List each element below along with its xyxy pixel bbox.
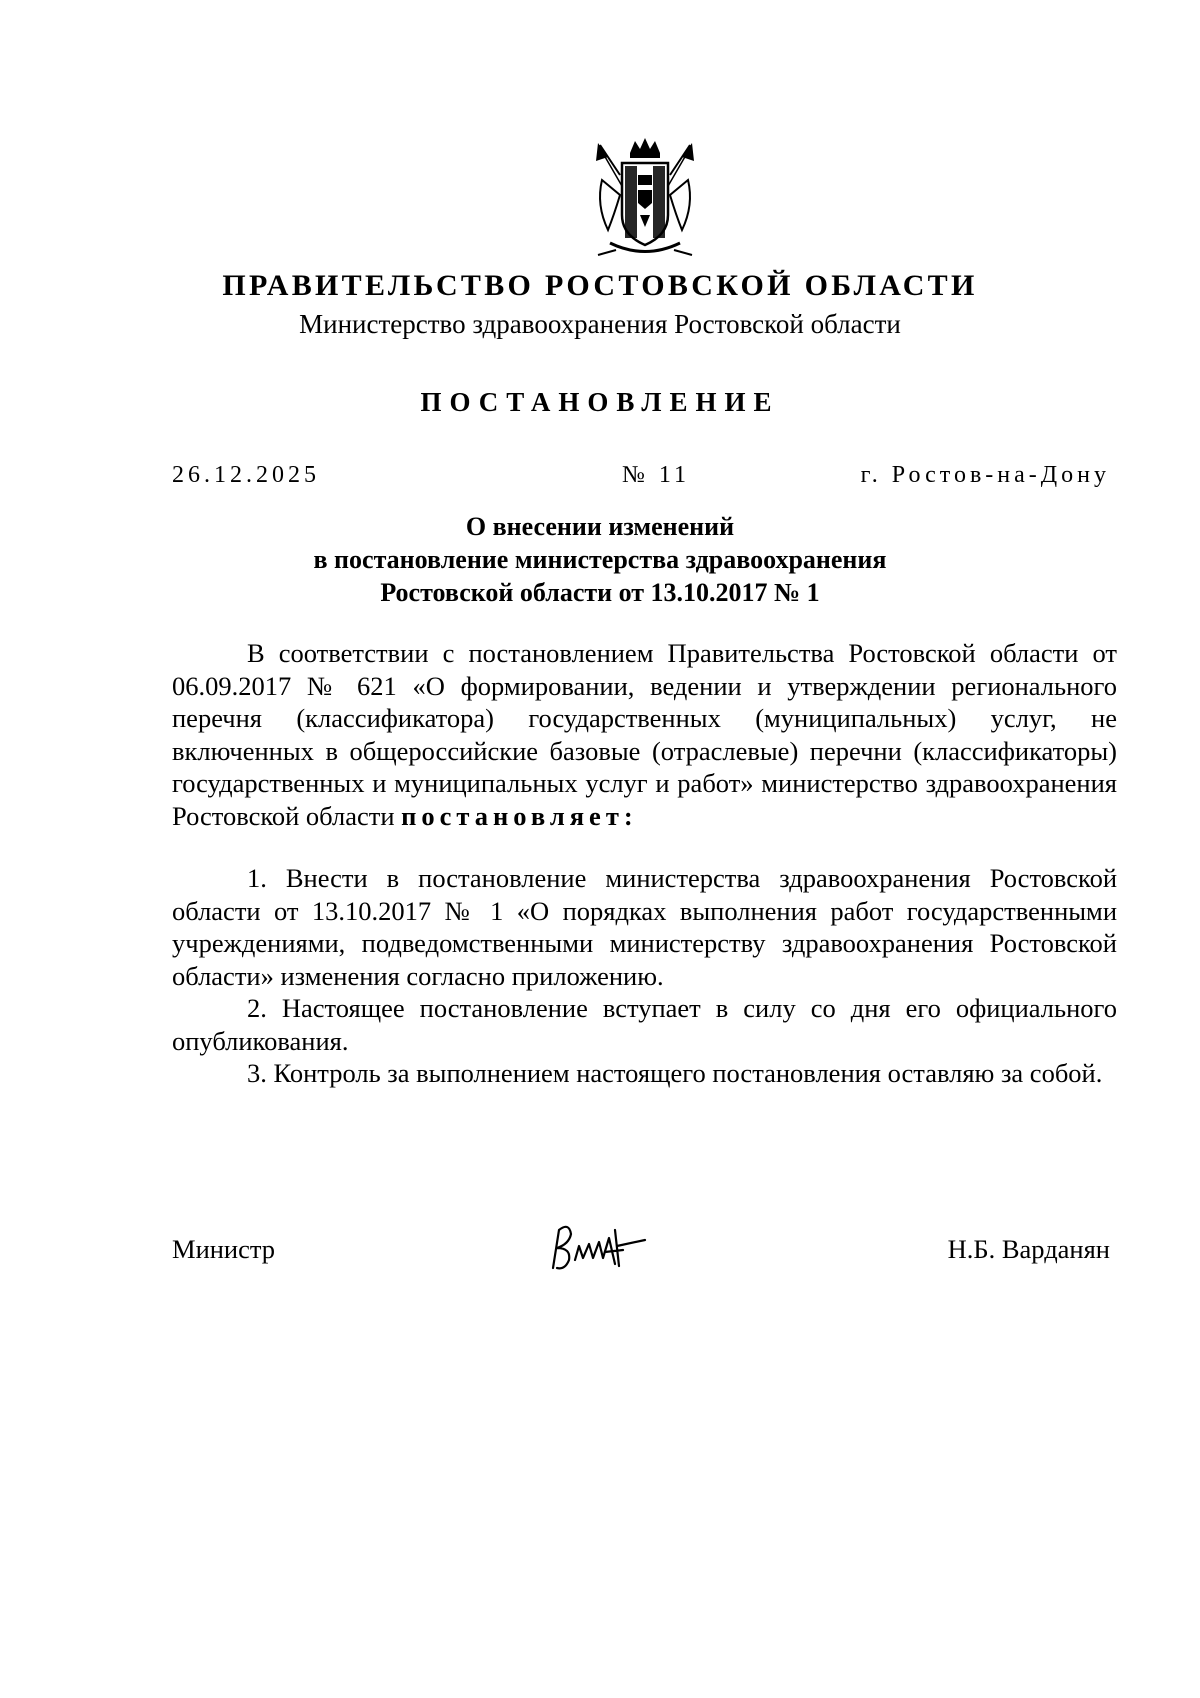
- decree-word: постановляет:: [401, 800, 638, 831]
- coat-of-arms-icon: [590, 135, 700, 260]
- preamble: [172, 637, 1117, 832]
- subject-line: в постановление министерства здравоохранения: [313, 545, 887, 574]
- document-date: 26.12.2025: [172, 462, 320, 488]
- decree-item: 3. Контроль за выполнением настоящего постановления оставляю за собой.: [247, 1058, 1103, 1088]
- government-title: ПРАВИТЕЛЬСТВО РОСТОВСКОЙ ОБЛАСТИ: [222, 269, 978, 302]
- preamble-text: В соответствии с постановлением Правительства Ростовской области от 06.09.2017 № 621 «О формировании, ведении и утверждении регионального перечня (классификатора) государственных (муниципальных) услуг, не включенных в общероссийские базовые (отраслевые) перечни (классификаторы) государственных и муниципальных услуг и работ» министерство здравоохранения Ростовской области: [172, 638, 1117, 831]
- signatory-name: Н.Б. Варданян: [947, 1234, 1110, 1264]
- document-number: № 11: [622, 462, 691, 488]
- decree-item: 2. Настоящее постановление вступает в силу со дня его официального опубликования.: [172, 993, 1117, 1056]
- document-subject: [0, 510, 1200, 609]
- subject-line: О внесении изменений: [465, 512, 735, 541]
- document-city: г. Ростов-на-Дону: [860, 462, 1110, 488]
- decree-item: 1. Внести в постановление министерства здравоохранения Ростовской области от 13.10.2017 № 1 «О порядках выполнения работ государственными учреждениями, подведомственными министерству здравоохранения Ростовской области» изменения согласно приложению.: [172, 863, 1117, 991]
- preamble-paragraph: [172, 637, 1117, 832]
- document-type: ПОСТАНОВЛЕНИЕ: [420, 387, 780, 417]
- signatory-position: Министр: [172, 1234, 276, 1264]
- ministry-name: Министерство здравоохранения Ростовской области: [299, 309, 901, 339]
- subject-line: Ростовской области от 13.10.2017 № 1: [380, 578, 820, 607]
- handwritten-signature: [545, 1218, 655, 1278]
- decree-items: [172, 862, 1117, 1090]
